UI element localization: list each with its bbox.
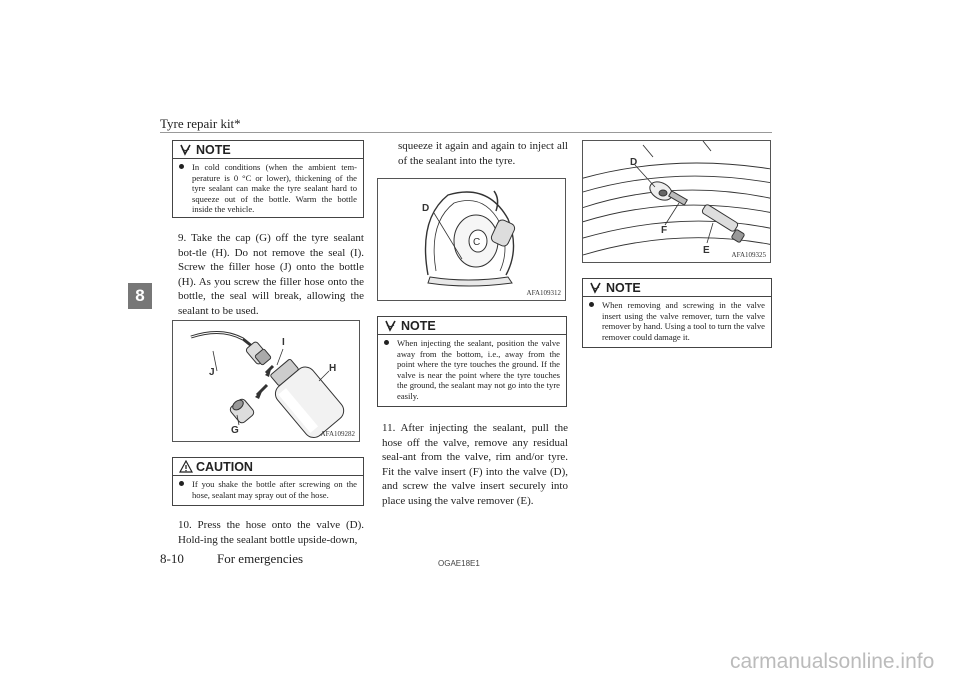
bullet: [384, 340, 389, 345]
figure-valve-remover: [582, 140, 771, 263]
section-name: For emergencies: [217, 551, 304, 566]
note-text: In cold conditions (when the ambient tem-perature is 0 °C or lower), thickening of the tyre sealant can make the tyre sealant hard to squeeze out of the bottle. Warm the bottle inside the vehicle.: [192, 162, 357, 215]
note-text: When removing and screwing in the valve insert using the valve remover, turn the valve remover by hand. Using a tool to turn the valve remover could damage it.: [602, 300, 765, 342]
figure-tyre-valve: [377, 178, 566, 301]
step-10: 10. Press the hose onto the valve (D). Hold-ing the sealant bottle upside-down,: [178, 519, 364, 546]
watermark: carmanualsonline.info: [730, 650, 935, 673]
label-g: G: [231, 425, 239, 436]
note-heading: NOTE: [583, 279, 771, 297]
figure-id: AFA109282: [320, 430, 355, 438]
label-d: D: [422, 203, 430, 214]
figure-id: AFA109312: [526, 289, 561, 297]
note-text: When injecting the sealant, position the valve away from the bottom, i.e., away from the point where the tyre touches the ground. If the valve is near the point where the tyre touches the ground, the sealant may not go into the tyre easily.: [397, 338, 560, 401]
note-box-cold: [172, 140, 364, 218]
step-9: 9. Take the cap (G) off the tyre sealant bot-tle (H). Do not remove the seal (I). Screw the filler hose (J) onto the bottle (H). As you screw the filler hose onto the bottle, the seal will break, allowing the sealant to be used.: [178, 232, 364, 317]
figure-id: AFA109325: [731, 251, 766, 259]
section-tab: 8: [128, 283, 152, 309]
note-icon: [588, 280, 603, 295]
note-box-injecting: [377, 316, 567, 407]
caution-heading: CAUTION: [173, 458, 363, 476]
label-e: E: [703, 245, 710, 256]
note-icon: [178, 142, 193, 157]
bullet: [179, 164, 184, 169]
label-j: J: [209, 367, 215, 378]
note-heading: NOTE: [173, 141, 363, 159]
header-rule: [160, 132, 772, 133]
svg-text:C: C: [473, 237, 481, 248]
bullet: [179, 481, 184, 486]
label-i: I: [282, 337, 285, 348]
caution-text: If you shake the bottle after screwing on the hose, sealant may spray out of the hose.: [192, 479, 357, 500]
warning-triangle-icon: [178, 459, 193, 474]
note-heading: NOTE: [378, 317, 566, 335]
label-h: H: [329, 363, 337, 374]
running-header: Tyre repair kit*: [160, 116, 241, 131]
figure-sealant-bottle: [172, 320, 360, 442]
label-d: D: [630, 157, 638, 168]
note-icon: [383, 318, 398, 333]
document-code: OGAE18E1: [438, 559, 480, 568]
bullet: [589, 302, 594, 307]
label-f: F: [661, 225, 668, 236]
caution-box: [172, 457, 364, 506]
note-box-valve-remover: [582, 278, 772, 348]
page-number: 8-10: [160, 551, 184, 566]
step-10-continued: squeeze it again and again to inject all of the sealant into the tyre.: [398, 140, 568, 167]
step-11: 11. After injecting the sealant, pull the hose off the valve, remove any residual seal-ant from the valve, rim and/or tyre. Fit the valve insert (F) into the valve (D), and screw the valve insert securely into place using the valve remover (E).: [382, 422, 568, 507]
